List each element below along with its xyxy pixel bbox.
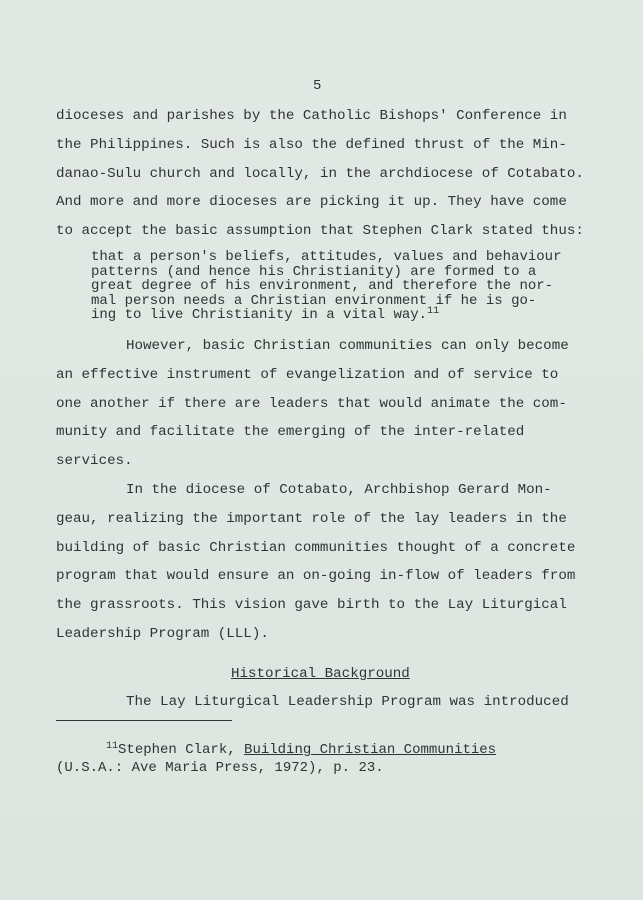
text-line: services. <box>56 453 133 470</box>
footnote-author: Stephen Clark, <box>118 742 245 758</box>
quote-line-text: ing to live Christianity in a vital way. <box>91 307 428 324</box>
text-line: dioceses and parishes by the Catholic Bishops' Conference in <box>56 108 567 124</box>
footnote-line-1 <box>56 742 616 760</box>
text-line: danao-Sulu church and locally, in the archdiocese of Cotabato. <box>56 165 584 182</box>
footnote-divider <box>56 720 232 721</box>
text-line: The Lay Liturgical Leadership Program was introduced <box>126 694 569 710</box>
page-number: 5 <box>313 78 322 94</box>
quote-line: that a person's beliefs, attitudes, values and behaviour <box>91 249 562 265</box>
quote-line: great degree of his environment, and therefore the nor- <box>91 278 554 295</box>
block-quote <box>91 250 611 323</box>
footnote-number: 11 <box>106 741 119 752</box>
text-line: program that would ensure an on-going in-flow of leaders from <box>56 568 576 585</box>
footnote <box>56 742 616 776</box>
main-text <box>56 106 616 250</box>
quote-line-last <box>91 308 611 323</box>
text-line: the grassroots. This vision gave birth to the Lay Liturgical <box>56 597 567 614</box>
text-line: the Philippines. Such is also the defined thrust of the Min- <box>56 136 567 153</box>
text-line: Leadership Program (LLL). <box>56 625 269 642</box>
text-line: to accept the basic assumption that Stephen Clark stated thus: <box>56 223 584 240</box>
text-line: In the diocese of Cotabato, Archbishop Gerard Mon- <box>126 482 552 498</box>
section-heading: Historical Background <box>231 666 410 682</box>
paragraph-2 <box>56 336 616 480</box>
text-line: geau, realizing the important role of the lay leaders in the <box>56 510 567 527</box>
text-line: an effective instrument of evangelization and of service to <box>56 366 559 383</box>
text-line: munity and facilitate the emerging of the inter-related <box>56 424 525 441</box>
text-line: one another if there are leaders that would animate the com- <box>56 395 567 412</box>
footnote-ref: 11 <box>427 306 440 318</box>
quote-line: mal person needs a Christian environment if he is go- <box>91 292 537 309</box>
footnote-title: Building Christian Communities <box>244 742 497 758</box>
text-line: However, basic Christian communities can only become <box>126 338 569 354</box>
text-line: building of basic Christian communities thought of a concrete <box>56 539 576 556</box>
footnote-line-2: (U.S.A.: Ave Maria Press, 1972), p. 23. <box>56 760 384 776</box>
text-line: And more and more dioceses are picking it up. They have come <box>56 194 567 211</box>
paragraph-3 <box>56 480 616 653</box>
paragraph-4 <box>56 692 616 721</box>
quote-line: patterns (and hence his Christianity) are formed to a <box>91 263 537 280</box>
